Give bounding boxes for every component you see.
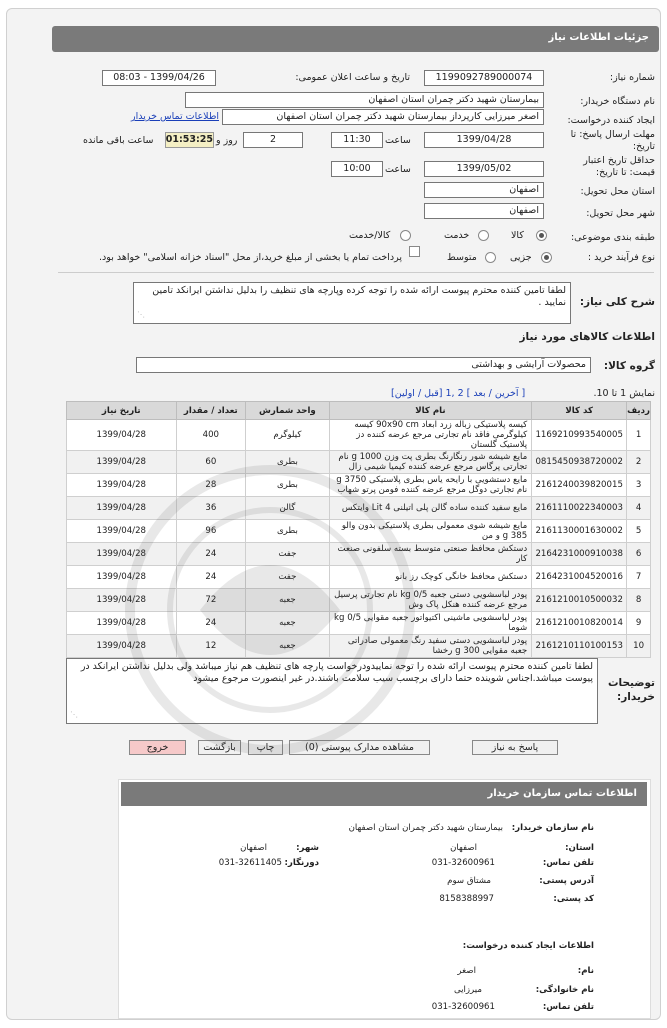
cell-need-date: 1399/04/28	[67, 612, 177, 635]
creator-phone: 031-32600961	[431, 1002, 495, 1012]
cell-item-name: مایع سفید کننده ساده گالن پلی اتیلنی 4 Lit وایتکس	[329, 497, 532, 520]
cell-unit: جفت	[246, 566, 330, 589]
deadline-date-field[interactable]: 1399/04/28	[424, 132, 544, 148]
contact-postal-label: کد پستی:	[553, 894, 594, 904]
table-row[interactable]	[67, 520, 651, 543]
category-option-service: خدمت	[444, 230, 470, 241]
process-option-minor: جزیی	[510, 252, 532, 263]
buyer-notes-text: لطفا تامین کننده محترم پیوست ارائه شده را توجه نماییدودرخواست پارچه های تنظیف هم نیاز میباشد ولی بدلیل نداشتن ایرانکد در پیوست میباشد.اجناس شوینده حتما دارای برچسب سیب سلامت باشند.در غیر اینصورت مرجوع میشود	[80, 661, 593, 684]
process-radio-minor[interactable]	[541, 252, 552, 263]
contact-org-label: نام سازمان خریدار:	[511, 823, 594, 833]
page-title: جزئیات اطلاعات نیاز	[548, 32, 649, 43]
treasury-payment-checkbox[interactable]	[409, 246, 420, 257]
buyer-org-field[interactable]: بیمارستان شهید دکتر چمران استان اصفهان	[185, 92, 544, 108]
table-row[interactable]	[67, 474, 651, 497]
col-unit: واحد شمارش	[246, 402, 330, 420]
contact-header	[121, 782, 647, 806]
contact-title: اطلاعات تماس سازمان خریدار	[487, 788, 637, 799]
process-radio-medium[interactable]	[485, 252, 496, 263]
table-row[interactable]	[67, 543, 651, 566]
back-button[interactable]: بازگشت	[198, 740, 241, 755]
cell-unit: جعبه	[246, 589, 330, 612]
remaining-label: ساعت باقی مانده	[83, 135, 154, 146]
announce-field[interactable]: 1399/04/26 - 08:03	[102, 70, 216, 86]
cell-quantity: 400	[176, 420, 246, 451]
cell-item-code: 2164231004520016	[532, 566, 627, 589]
print-button[interactable]: چاپ	[248, 740, 283, 755]
cell-item-name: پودر لباسشویی ماشینی اکتیواتور جعبه مقوایی 0/5 kg شوما	[329, 612, 532, 635]
validity-date-field[interactable]: 1399/05/02	[424, 161, 544, 177]
cell-need-date: 1399/04/28	[67, 520, 177, 543]
description-textarea[interactable]	[133, 282, 571, 324]
buyer-contact-link[interactable]: اطلاعات تماس خریدار	[131, 111, 220, 122]
table-row[interactable]	[67, 589, 651, 612]
cell-row-number: 8	[627, 589, 651, 612]
col-code: کد کالا	[532, 402, 627, 420]
contact-province-label: استان:	[565, 843, 594, 853]
category-radio-goods[interactable]	[536, 230, 547, 241]
countdown-timer: 01:53:25	[165, 132, 214, 148]
province-field[interactable]: اصفهان	[424, 182, 544, 198]
contact-fax-label: دورنگار:	[284, 858, 319, 868]
deadline-time-label: ساعت	[385, 135, 411, 146]
exit-button[interactable]: خروج	[129, 740, 186, 755]
col-qty: تعداد / مقدار	[176, 402, 246, 420]
cell-item-code: 2161210010500032	[532, 589, 627, 612]
contact-phone-label: تلفن تماس:	[542, 858, 594, 868]
contact-province: اصفهان	[450, 843, 477, 853]
contact-org: بیمارستان شهید دکتر چمران استان اصفهان	[348, 823, 503, 833]
cell-need-date: 1399/04/28	[67, 497, 177, 520]
cell-unit: بطری	[246, 474, 330, 497]
contact-address-label: آدرس پستی:	[539, 876, 594, 886]
cell-quantity: 24	[176, 543, 246, 566]
page-header	[52, 26, 659, 52]
col-name: نام کالا	[329, 402, 532, 420]
contact-fax: 031-32611405	[218, 858, 282, 868]
announce-label: تاریخ و ساعت اعلان عمومی:	[295, 72, 410, 83]
city-field[interactable]: اصفهان	[424, 203, 544, 219]
cell-row-number: 5	[627, 520, 651, 543]
validity-time-label: ساعت	[385, 164, 411, 175]
process-option-medium: متوسط	[447, 252, 477, 263]
cell-item-code: 1169210993540005	[532, 420, 627, 451]
deadline-label: مهلت ارسال پاسخ: تا تاریخ:	[570, 129, 655, 152]
buyer-notes-label: توضیحات خریدار:	[607, 677, 655, 703]
creator-first-name-label: نام:	[577, 966, 594, 976]
buyer-org-label: نام دستگاه خریدار:	[580, 96, 655, 107]
description-label: شرح کلی نیاز:	[579, 296, 655, 308]
validity-time-field[interactable]: 10:00	[331, 161, 383, 177]
buyer-notes-textarea[interactable]	[66, 658, 598, 724]
category-option-goods-service: کالا/خدمت	[349, 230, 391, 241]
cell-quantity: 36	[176, 497, 246, 520]
goods-group-field[interactable]: محصولات آرایشی و بهداشتی	[136, 357, 591, 373]
cell-item-name: دستکش محافظ صنعتی متوسط بسته سلفونی صنعت کار	[329, 543, 532, 566]
reply-button[interactable]: پاسخ به نیاز	[472, 740, 558, 755]
cell-need-date: 1399/04/28	[67, 474, 177, 497]
cell-item-code: 2161130001630002	[532, 520, 627, 543]
cell-row-number: 10	[627, 635, 651, 658]
creator-section-title: اطلاعات ایجاد کننده درخواست:	[462, 941, 594, 951]
cell-row-number: 3	[627, 474, 651, 497]
cell-quantity: 96	[176, 520, 246, 543]
creator-last-name-label: نام خانوادگی:	[535, 985, 594, 995]
pager-summary: نمایش 1 تا 10.	[593, 388, 655, 399]
table-row[interactable]	[67, 420, 651, 451]
contact-postal: 8158388997	[439, 894, 494, 904]
table-row[interactable]	[67, 635, 651, 658]
cell-quantity: 72	[176, 589, 246, 612]
description-text: لطفا تامین کننده محترم پیوست ارائه شده را توجه کرده وپارچه های تنظیف را بدلیل نداشتن ایرانکد تامین نمایید .	[152, 285, 566, 308]
cell-item-code: 2161110022340003	[532, 497, 627, 520]
validity-label: حداقل تاریخ اعتبار قیمت: تا تاریخ:	[583, 155, 655, 178]
need-number-field[interactable]: 1199092789000074	[424, 70, 544, 86]
category-radio-service[interactable]	[478, 230, 489, 241]
contact-address: مشتاق سوم	[447, 876, 491, 886]
need-number-label: شماره نیاز:	[609, 72, 655, 83]
cell-row-number: 6	[627, 543, 651, 566]
cell-unit: بطری	[246, 520, 330, 543]
category-label: طبقه بندی موضوعی:	[570, 232, 655, 243]
cell-need-date: 1399/04/28	[67, 451, 177, 474]
days-label: روز و	[216, 135, 238, 146]
col-row: ردیف	[627, 402, 651, 420]
cell-quantity: 12	[176, 635, 246, 658]
divider	[58, 272, 654, 273]
contact-city-label: شهر:	[296, 843, 319, 853]
creator-last-name: میرزایی	[453, 985, 482, 995]
process-label: نوع فرآیند خرید :	[587, 252, 655, 263]
cell-need-date: 1399/04/28	[67, 420, 177, 451]
cell-need-date: 1399/04/28	[67, 566, 177, 589]
contact-phone: 031-32600961	[431, 858, 495, 868]
cell-item-name: دستکش محافظ خانگی کوچک رز بانو	[329, 566, 532, 589]
cell-need-date: 1399/04/28	[67, 635, 177, 658]
creator-phone-label: تلفن تماس:	[542, 1002, 594, 1012]
cell-unit: بطری	[246, 451, 330, 474]
cell-item-code: 2161210010820014	[532, 612, 627, 635]
cell-row-number: 2	[627, 451, 651, 474]
cell-unit: جعبه	[246, 635, 330, 658]
cell-quantity: 24	[176, 612, 246, 635]
days-field[interactable]: 2	[243, 132, 303, 148]
cell-row-number: 1	[627, 420, 651, 451]
category-option-goods: کالا	[511, 230, 524, 241]
cell-item-name: مایع دستشویی با رایحه یاس بطری پلاستیکی 3750 g نام تجارتی دوگل مرجع عرضه کننده فومن پرتو شهاب	[329, 474, 532, 497]
deadline-time-field[interactable]: 11:30	[331, 132, 383, 148]
contact-city: اصفهان	[240, 843, 267, 853]
cell-row-number: 4	[627, 497, 651, 520]
table-header-row	[67, 402, 651, 420]
category-radio-goods-service[interactable]	[400, 230, 411, 241]
cell-item-name: پودر لباسشویی دستی سفید رنگ معمولی صادراتی جعبه مقوایی 300 g رخشا	[329, 635, 532, 658]
cell-item-code: 0815450938720002	[532, 451, 627, 474]
creator-label: ایجاد کننده درخواست:	[567, 115, 655, 126]
cell-quantity: 28	[176, 474, 246, 497]
pager-links[interactable]: [ آخرین / بعد ] 2 ,1 [قبل / اولین]	[391, 388, 526, 399]
cell-unit: جعبه	[246, 612, 330, 635]
col-date: تاریخ نیاز	[67, 402, 177, 420]
cell-unit: جفت	[246, 543, 330, 566]
cell-need-date: 1399/04/28	[67, 543, 177, 566]
cell-item-code: 2161210110100153	[532, 635, 627, 658]
cell-unit: کیلوگرم	[246, 420, 330, 451]
province-label: استان محل تحویل:	[580, 186, 655, 197]
treasury-payment-note: پرداخت تمام یا بخشی از مبلغ خرید،از محل "اسناد خزانه اسلامی" خواهد بود.	[99, 252, 402, 263]
resize-grip-icon[interactable]: ⋰	[70, 710, 78, 719]
cell-unit: گالن	[246, 497, 330, 520]
table-row[interactable]	[67, 451, 651, 474]
table-row[interactable]	[67, 566, 651, 589]
table-row[interactable]	[67, 497, 651, 520]
cell-row-number: 9	[627, 612, 651, 635]
creator-field[interactable]: اصغر میرزایی کارپرداز بیمارستان شهید دکتر چمران استان اصفهان	[222, 109, 544, 125]
cell-need-date: 1399/04/28	[67, 589, 177, 612]
goods-section-title: اطلاعات کالاهای مورد نیاز	[519, 331, 655, 343]
cell-quantity: 60	[176, 451, 246, 474]
creator-first-name: اصغر	[457, 966, 476, 976]
cell-item-name: مایع شیشه شور رنگارنگ بطری پت وزن 1000 g نام تجارتی پرگاس مرجع عرضه کننده کیمیا شیمی زال	[329, 451, 532, 474]
cell-item-name: کیسه پلاستیکی زباله زرد ابعاد 90x90 cm کیسه کیلوگرمی فاقد نام تجارتی مرجع عرضه کننده دز پلاستیک گلستان	[329, 420, 532, 451]
cell-item-name: مایع شیشه شوی معمولی بطری پلاستیکی بدون والو 385 g و من	[329, 520, 532, 543]
attachments-button[interactable]: مشاهده مدارک پیوستی (0)	[289, 740, 430, 755]
resize-grip-icon[interactable]: ⋰	[137, 310, 145, 319]
goods-group-label: گروه کالا:	[603, 360, 655, 372]
cell-item-code: 2164231000910038	[532, 543, 627, 566]
cell-quantity: 24	[176, 566, 246, 589]
table-row[interactable]	[67, 612, 651, 635]
cell-row-number: 7	[627, 566, 651, 589]
cell-item-code: 2161240039820015	[532, 474, 627, 497]
city-label: شهر محل تحویل:	[586, 208, 655, 219]
goods-table	[66, 401, 651, 658]
cell-item-name: پودر لباسشویی دستی جعبه 0/5 kg نام تجارتی پرسیل مرجع عرضه کننده هنکل پاک وش	[329, 589, 532, 612]
